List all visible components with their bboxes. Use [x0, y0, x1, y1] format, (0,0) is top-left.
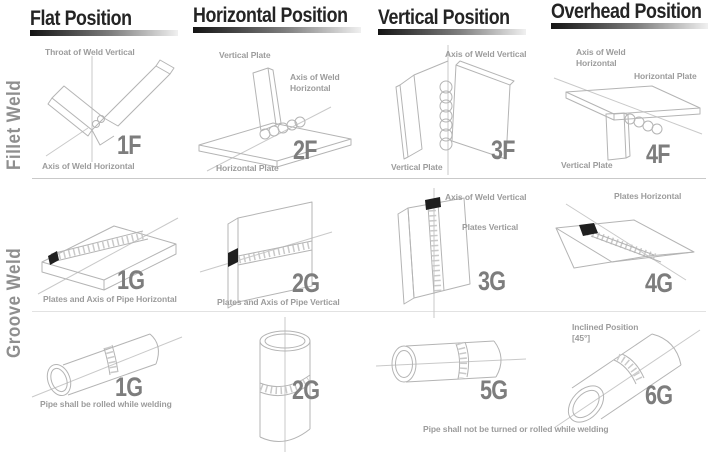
row-divider-fillet-groove: [32, 178, 706, 179]
code-1g-pipe: 1G: [115, 372, 143, 402]
label-1f-bottom: Axis of Weld Horizontal: [42, 161, 135, 171]
illustration-fillet-4f: [550, 48, 710, 166]
label-2g-bottom: Plates and Axis of Pipe Vertical: [217, 297, 340, 307]
label-3f-bottom: Vertical Plate: [391, 162, 443, 172]
code-2g-plate: 2G: [292, 268, 320, 298]
header-horizontal-position: Horizontal Position: [193, 4, 348, 27]
label-2f-bottom: Horizontal Plate: [216, 163, 279, 173]
label-6g-side-2: [45°]: [572, 333, 591, 343]
label-4g-top: Plates Horizontal: [614, 191, 682, 201]
label-4f-side-1: Axis of Weld: [576, 47, 626, 57]
illustration-groove-2g-pipe: [228, 317, 348, 452]
header-flat-position: Flat Position: [30, 7, 132, 30]
header-flat-underline: [30, 30, 178, 36]
label-6g-side-1: Inclined Position: [572, 322, 639, 332]
label-pipe-note: Pipe shall not be turned or rolled while welding: [423, 424, 609, 434]
label-1g-pipe-bottom: Pipe shall be rolled while welding: [40, 399, 172, 409]
label-4f-bottom: Vertical Plate: [561, 160, 613, 170]
header-overhead-underline: [551, 23, 708, 29]
header-overhead-position: Overhead Position: [551, 0, 702, 23]
code-6g-pipe: 6G: [645, 380, 673, 410]
label-1g-bottom: Plates and Axis of Pipe Horizontal: [43, 294, 177, 304]
label-4f-top: Horizontal Plate: [634, 71, 697, 81]
label-1f-top: Throat of Weld Vertical: [45, 47, 135, 57]
code-2g-pipe: 2G: [292, 375, 320, 405]
code-1f: 1F: [117, 130, 141, 160]
illustration-groove-1g-plate: [32, 198, 182, 303]
label-2f-top: Vertical Plate: [219, 50, 271, 60]
label-3f-top: Axis of Weld Vertical: [445, 49, 527, 59]
header-vertical-underline: [378, 29, 526, 35]
row-label-groove-weld: Groove Weld: [4, 247, 25, 358]
label-3g-side: Plates Vertical: [462, 222, 519, 232]
code-3g-plate: 3G: [478, 266, 506, 296]
code-4g-plate: 4G: [645, 268, 673, 298]
code-5g-pipe: 5G: [480, 375, 508, 405]
illustration-fillet-1f: [30, 42, 180, 167]
label-4f-side-2: Horizontal: [576, 58, 617, 68]
code-4f: 4F: [646, 139, 670, 169]
row-divider-plates-pipes: [32, 311, 706, 312]
illustration-groove-4g-plate: [548, 198, 706, 293]
header-horizontal-underline: [193, 27, 361, 33]
row-label-fillet-weld: Fillet Weld: [4, 79, 25, 170]
illustration-groove-1g-pipe: [32, 323, 182, 405]
code-2f: 2F: [293, 135, 317, 165]
label-3g-top: Axis of Weld Vertical: [445, 192, 527, 202]
code-1g-plate: 1G: [117, 265, 145, 295]
label-2f-side-2: Horizontal: [290, 83, 331, 93]
label-2f-side-1: Axis of Weld: [290, 72, 340, 82]
code-3f: 3F: [491, 135, 515, 165]
illustration-groove-3g-plate: [370, 188, 520, 318]
illustration-groove-2g-plate: [198, 192, 353, 312]
header-vertical-position: Vertical Position: [378, 6, 510, 29]
